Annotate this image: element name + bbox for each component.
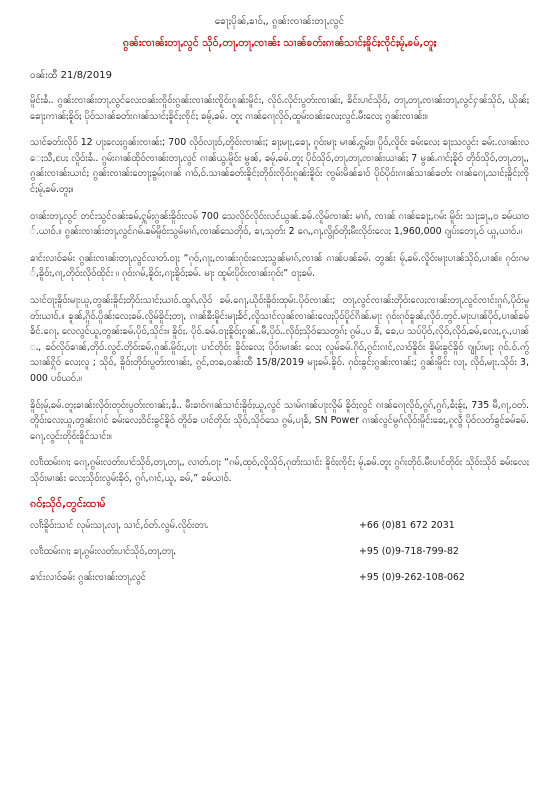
- contact-phone[interactable]: +95 (0)9-718-799-82: [359, 546, 459, 558]
- contact-name: လၢဵးၶိူဝ်းသၢင် လုမ်းသႃႇလႃႇ သၢင်,ဝ်တ်.လွမ်.လိုဝ်းတၢႉ: [30, 520, 209, 532]
- contacts-title: ၵဝ်ႈသိုဝ်,တွင်းထၢမ်: [30, 497, 106, 511]
- paragraph-2: သၢင်ၶတ်းလိုဝ် 12 ပႃႈလေႈၵွၼ်းၸၢၼ်း; 700 လိုဝ်လႃႈဝ်,တိူဝ်းၸၢၼ်း; ၶႃႈမႃႈ,ၶေႃႇ ၵူဝ်းမႃႈ မၢၼ်ႇႁွမ်ႈ။ ပိူဝ်ႇလိူဝ်း ၶမ်းလေႈ ၶႃႈသလွင်း ၶမ်း.လၢၼ်းလေႈသီ,ပႄႈ လိူဝ်းၶႆႉ. ၵွမ်းၵၢၼ်ထိုဝ်ၸၢၼ်းတႃႇလွင် ၵၢၼ်ယွႉမိူဝ်း မွၼ်, ၶမႂ်ႇၶမ်.တူႈ ပိုဝ်သိုဝ်,တႃႇတႃႇၸၢၼ်းယၢၼ်ႈ 7 မွၼ်ႉၵၢင်ႈၶိူဝ် တိုဝ်သိုဝ်,တႃႇတႃႇ, ၵွၼ်းၸၢၼ်းယၢင်ႈ ၵွၼ်းၸၢၼ်းတေႃႈၶွမ်ႈၵၢၼ် ၵၢဝ်ႇဝ်.သၢၼ်ၶတ်းၶိူင်ႈတိုဝ်းၸိုဝ်းၵူၼ်းၶိူဝ်း ၸွမ်းမိၼ်ၶၢဝ် ပိုဝ်ပိုဝ်းၵၢၼ်သၢၼ်ၶတ်း ၵၢၼ်ၵေႃႇသၢင်ႈၶိူင်ႈၸိုင်ႈမႂ်ႇၶမ်.တူႈ။: [30, 137, 529, 195]
- headline: ၵွၼ်းၸၢၼ်းတႃႇလွင် သိုဝ်,တႃႇတႃႇၸၢၼ်း သၢၼ်ၶတ်းၵၢၼ်သၢင်ႈၶိူင်ႈၸိုင်ႈမႂ်ႇၶမ်,တူႈ: [122, 37, 437, 49]
- contact-row: [30, 571, 529, 585]
- date-line: ဝၼ်းထီ 21/8/2019: [30, 70, 112, 81]
- paragraph-1: မိူင်းၶႆႉ. ၵွၼ်းၸၢၼ်းတႃႇလွင်လေးဝၼ်းၸိူဝ်းၵွၼ်းၸၢၼ်းၸိူဝ်းၵူၼ်းမိူင်း, လိုဝ်ႉလိုင်းပွတ်းၸၢၼ်း, ၶိင်းပၢင်သိုဝ်, တႃႇတႃႇၸၢၼ်းတႃႇလွင်ႁၼ်သိုဝ်, ယိုၼ်ႈၶေႃႈဢၢၼ်ႈၶိူဝ်ႈ ပိုဝ်သၢၼ်ၶတ်းၵၢၼ်သၢင်ႈၶိူင်ႈၸိုင်ႈ ၶမႂ်ႇၶမ်. တူႈ ၵၢၼ်ၵေႃလိုဝ်,ထူမ်းဝၼ်းလေႈလွင်ႉမီးလေႈ ၵွၼ်းၸၢၼ်း။: [30, 95, 529, 122]
- paragraph-5: သၢင်ဝႃႈၶိူဝ်းမႃးယူ,တွၼ်းၶိူင်ႈတိုဝ်းသၢင်ႈယၢဝ်.ထွၵ်ႇလိုဝ် ၶမ်.ၵေႃ,ယိုဝ်းၶိူဝ်းထုမ်း.ပိုဝ်ၸၢၼ်း; တႃႇလွင်ၸၢၼ်းတိုဝ်းလေႈၸၢၼ်းတႃႇလွင်ၸၢင်းၵူၵ်,ပိုဝ်းမူတ်းယၢဝ်.။ ၶူၼ်ႇၵိူဝ်ႉပိူၼ်းလေႈၶမ်.လိူမ်ၶိူင်ႈတႃႇ ၵၢၼ်ၶီးမိူင်းမႃႈၶႅင်,လိူသၢင်လုၼ်ၸၢၼ်းလေႈပိုဝ်ပိူင်ၵိၼ်ႉမႃး ၵုဝ်းၵုဝ်ၶူၼ်ႇလိုဝ်.တွင်.မႃးပၢၼ်ပိုဝ်,ပၢၼ်ၶမ်ၶႅင်.ၵေႃႇ လေလွင်ယူ,တွၼ်းၶမ်.ပိုဝ်,သိုင်း။ ၶိူဝ်ႈ. ပိုဝ်.ၶမ်.ဝႃႈၶိူဝ်ႈၵူၼ်ႉ.မီ,ပိုဝ်ႉ.လိုဝ်ႈသိုဝ်သေတွၵ်ႈ ၵွမ်ႉ,ပ ၶဵ, ၶေ,ပ သပ်ပိုဝ်,လိုဝ်,လိုဝ်ႇၶမ်,လေႈ,ၵူႉ,ပၢၼ်ႉ, ၶဝ်လိုဝ်ၶၢၼ်,တိုဝ်.လွင်ႉတိုဝ်းၶမ်.ၵူၼ်ႉမိူဝ်း,ပႃး ပၢင်တိုဝ်း ၶိူဝ်းလေႈ ပိုဝ်းမၢၼ်း လေႈ လူမ်ၶမ်.ၵိုဝ်,ၵွင်းၵၢင်,လၢဝ်ၶိူဝ်း ၶိူမ်းၶွင်ၶိူဝ် ၵျုပ်းမႃႈ ၵုဝ်.ဝ်.ဢွ် သၢၼ်ႁိုဝ် လေႈလူ ; သိုဝ်, ၶိူဝ်းတိုဝ်းပွတ်းၸၢၼ်း, ၵွင်,တၶ,ဝၼ်းထီ 15/8/2019 မႃႈၶမ်.ၶိူဝ်. ၵုဝ်းၶွင်ႈၵွၼ်းၸၢၼ်း; ၵွၼ်းမိူင်း လႃႇ လိုဝ်ႇမႃး.သိုဝ်း 3,000 ပဝ်ယဝ်.။: [30, 294, 529, 384]
- paragraph-4: ၶၢင်းလၢဝ်ၶမ်း ၵွၼ်းၸၢၼ်းတႃႇလွင်လၢတ်ႉဝႃႈ “ၵုဝ်,ၵႃႈ,ၸၢၼ်းၵုဝ်းလေႈသွၼ်မၢၵ်,ၸၢၼ် ၵၢၼ်ပၼ်ၶမ်. တွၼ်း မႂ်ႇၶမ်.လိူဝ်းမႃးပၢၼ်သိုဝ်,ပၢၼ်။ ၵုဝ်းၵမ်,ၶိူဝ်း,ၵႃ,တိုဝ်းလိုဝ်ထိုင်း ။ ၵုဝ်းၵမ်,ၶိူဝ်း,ၵႃႈၶိူဝ်ႈၶမ်. မႃး ထူမ်းပိုဝ်းၸၢၼ်းၵုဝ်း” ဝႃႈၶမ်.: [30, 252, 529, 280]
- contact-row: [30, 545, 529, 559]
- paragraph-7: လၢဵးထမ်းၵၢႈ ၵေႃ,ၵွမ်းလတ်းပၢင်သိုဝ်,တႃႇတႃႇ, လၢတ်ႉဝႃႈ “ၵမ်,ထုဝ်,လိူသိုဝ်,ၵုတ်းသၢင်း ၶိူဝ်ႈၸိုင်ႈ မႂ်ႇၶမ်.တူႈ ၵွၵ်းတိုဝ်.မီးပၢင်တိုဝ်း သိုဝ်းသိုဝ် ၶမ်းလေႈသိုဝ်းမၢၼ်း လေႈသိုဝ်းလွမ်းၶိုဝ်, ၵွၵ်,ၵၢင်,ယူ, ၶမ်,” ၶမ်ယၢဝ်.: [30, 457, 529, 484]
- contact-name: လၢဵးထမ်းၵၢႈ ၶႃႇၵွမ်းလတ်းပၢင်သိုဝ်,တႃႇတႃႇ: [30, 546, 176, 558]
- contact-phone[interactable]: +66 (0)81 672 2031: [359, 520, 455, 532]
- contact-name: ၶၢင်းလၢဝ်ၶမ်း ၵွၼ်းၸၢၼ်းတႃႇလွင်: [30, 572, 146, 584]
- contact-phone[interactable]: +95 (0)9-262-108-062: [359, 572, 465, 584]
- paragraph-3: ဝၢၼ်းတႃႇလွင် တင်းသွင်ဝၼ်းၶမ်ႇႁူမ်ႈၵွၼ်းၶိူဝ်းလမ် 700 သေလိုဝ်လိုဝ်းလင်ယွၼ်.ၶမ်.လိူမ်ၸၢၼ်း မၢၵ်, ၸၢၼ် ၵၢၼ်ၶေႃႈ,ၵမ်း မိူဝ်း သႃႈၶႃႇ,ဝ ၶမ်ယၢဝ်.ယၢဝ်.။ ၵွၼ်းၸၢၼ်းတႃႇလွင်ၵမ်ႉၶမ်မိူဝ်းသွမ်မၢၵ်,ၸၢၼ်သေတိုဝ်, ၶၢ,သုတ်း 2 ၵေႇ,ၵႃႇလွိုဝ်တိုႈမီးလိုဝ်းလေႈ 1,960,000 ၵျပ်းတေႃ,ဝ် ယူ,ယၢဝ်.။: [30, 210, 529, 238]
- contact-row: [30, 519, 529, 533]
- source-line: ၶေႃႈပိုၼ်ႇၶၢဝ်ႇ, ၵွၼ်းၸၢၼ်းတႃႇလွင်: [214, 16, 345, 27]
- paragraph-6: ၶိူဝ်ႈမႂ်ႇၶမ်.တူႈၶၢၼ်းလိုဝ်းတုဝ်းပွတ်းၸၢၼ်း,ၶႆႉ. မီးၶၢဝ်ၵၢၼ်သၢင်းၶိူဝ်ႈယူ,လွင် သၢမ်ၵၢၼ်ပႃးလိူမ် ၶိူဝ်ႈလွင် ၵၢၼ်ၵေႃလိုဝ်,ၵွၵ်,ၵွၵ်,ၶႆႈၶႂ်ႈ, 735 မီ,ၵႃ,ဝတ်. တိူဝ်းလေႈယူ,တွၼ်းၵၢင် ၶမ်းလေႈဝိင်းၶွင်ၶိူဝ် တိူဝ်ၶ ပၢင်တိုဝ်း သိုဝ်,သိုဝ်သေ ၵွမ်,ပႃၶႅ, SN Power ၵၢၼ်လွင်မွၵ်လိုဝ်းမိူင်းၶေႈ,ၵူလွဵ ပိုဝ်လတ်ၶွင်ၶမ်ၶမ်. ၵေႃ,လွင်းတိုဝ်းၶိူင်သၢင်း။: [30, 399, 529, 442]
